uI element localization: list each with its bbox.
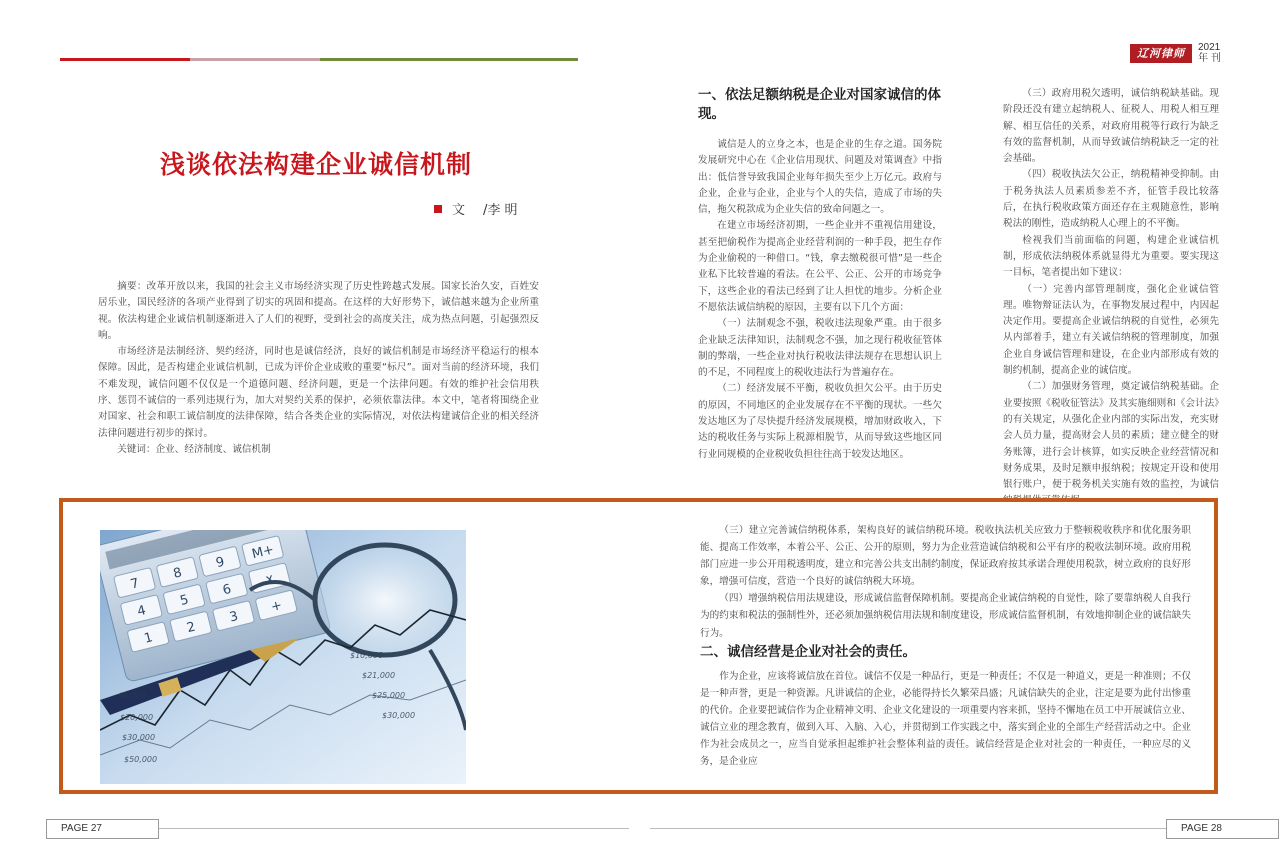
abstract-paragraph: 市场经济是法制经济、契约经济，同时也是诚信经济，良好的诚信机制是市场经济平稳运行的根本保障。因此，是否构建企业诚信机制，已成为评价企业成败的重要“标尺”。面对当前的经济环境，我们不难发现，诚信问题不仅仅是一个道德问题、经济问题，更是一个法律问题。有效的维护社会信用秩序、惩罚不诚信的一系列违规行为，加大对契约关系的保护，必须依靠法律。本文中，笔者将围绕企业对国家、社会和职工诚信制度的法律保障，结合各类企业的实际情况，对依法构建诚信企业的相关经济法律问题进行初步的探讨。 <box>98 346 539 439</box>
calc-key: x <box>264 571 276 588</box>
header-rule-red <box>60 58 190 61</box>
axis-label: $6,000 <box>118 691 146 700</box>
issue-year-number: 2021 <box>1198 42 1221 53</box>
finance-photo <box>100 530 466 784</box>
footer-rule-left <box>159 828 629 829</box>
body-paragraph: （二）加强财务管理，奠定诚信纳税基础。企业要按照《税收征管法》及其实施细则和《会计法》的有关规定，从强化企业内部的实际出发，充实财会人员力量，提高财会人员的素质；建立健全的财务账簿，进行会计核算，如实反映企业经营情况和财务成果，及时足额申报纳税；按规定开设和使用银行账户，便于税务机关实施有效的监控，为诚信 <box>1003 381 1219 491</box>
keywords: 关键词：企业、经济制度、诚信机制 <box>117 443 271 455</box>
header-rule-green <box>320 58 578 61</box>
abstract-paragraph: 摘要：改革开放以来，我国的社会主义市场经济实现了历史性跨越式发展。国家长治久安，百姓安居乐业，国民经济的各项产业得到了切实的巩固和提高。在这样的大好形势下，诚信越来越为企业所重视。依法构建企业诚信机制逐渐进入了人们的视野，受到社会的高度关注，成为热点问题，引起强烈反响。 <box>98 281 539 341</box>
issue-year <box>1198 42 1221 64</box>
page-number-right: PAGE 28 <box>1166 819 1279 839</box>
abstract <box>98 279 539 458</box>
page-number-left: PAGE 27 <box>46 819 159 839</box>
footer-rule-right <box>650 828 1166 829</box>
byline-square-icon <box>434 205 442 213</box>
header-rule-pink <box>190 58 320 61</box>
section-1-heading: 一、依法足额纳税是企业对国家诚信的体现。 <box>698 87 941 122</box>
body-paragraph: （一）完善内部管理制度，强化企业诚信管理。唯物辩证法认为，在事物发展过程中，内因起决定作用。要提高企业诚信纳税的自觉性，必须先从内部着手，建立有关诚信纳税的管理制度，加强企业自身诚信管理和建设，在企业内部形成有效的制约机制，提高企业的诚信度。 <box>1003 283 1219 377</box>
byline <box>434 199 518 218</box>
section-2-text <box>700 668 1191 771</box>
body-paragraph: （三）政府用税欠透明，诚信纳税缺基础。现阶段还没有建立起纳税人、征税人、用税人相互理解、相互信任的关系，对政府用税等行政行为缺乏有效的监督机制，从而导致诚信纳税缺乏一定的社会基础。 <box>1003 88 1219 165</box>
lower-upper-text <box>700 522 1191 642</box>
body-paragraph: 诚信是人的立身之本，也是企业的生存之道。国务院发展研究中心在《企业信用现状、问题及对策调查》中指出：低信誉导致我国企业每年损失至少上万亿元。政府与企业，企业与企业，企业与个人的失信，造成了市场的失信，拖欠税款成为企业失信的致命问题之一。 <box>698 139 942 216</box>
calc-key: 9 <box>214 554 227 572</box>
calc-key: 3 <box>228 608 240 626</box>
article-title: 浅谈依法构建企业诚信机制 <box>160 150 473 179</box>
body-paragraph: 检视我们当前面临的问题，构建企业诚信机制，形成依法纳税体系就显得尤为重要。要实现这一目标，笔者提出如下建议： <box>1003 234 1219 279</box>
finance-photo-illustration <box>100 530 466 784</box>
calc-key: 4 <box>135 603 148 620</box>
byline-author: /李 明 <box>483 203 518 218</box>
calc-key: 1 <box>142 630 155 647</box>
byline-prefix: 文 <box>452 203 466 218</box>
calc-key: 2 <box>185 619 198 637</box>
calc-key: + <box>269 597 284 616</box>
body-paragraph: （三）建立完善诚信纳税体系，架构良好的诚信纳税环境。税收执法机关应致力于整顿税收秩序和优化服务职能、提高工作效率，本着公平、公正、公开的原则，努力为企业营造诚信纳税和公平有序的税收法制环境。政府用税部门应进一步公开用税透明度，建立和完善公共支出制约制度，保证政府按其承诺合理使用税款，树立政府的良好形象，增强可信度，营造一个良好的诚信纳税大环境。 <box>700 525 1191 588</box>
issue-year-label: 年 刊 <box>1198 53 1221 64</box>
axis-label: $20,000 <box>120 713 154 722</box>
calc-key: 6 <box>221 581 233 599</box>
axis-label: $50,000 <box>124 755 158 764</box>
body-paragraph: （二）经济发展不平衡，税收负担欠公平。由于历史的原因，不同地区的企业发展存在不平衡的现状。一些欠发达地区为了尽快提升经济发展规模，增加财政收入，下达的税收任务与实际上税源相脱节，从而导致这些地区同行业同规模的企业税收负担往往高于较发达地区。 <box>698 383 942 460</box>
body-paragraph: 作为企业，应该将诚信放在首位。诚信不仅是一种品行，更是一种责任；不仅是一种道义，更是一种准则；不仅是一种声誉，更是一种资源。凡讲诚信的企业，必能得持长久繁荣昌盛；凡诚信缺失的企业，注定是要为此付出惨重的代价。企业要把诚信作为企业精神文明、企业文化建设的一项重要内容来抓，坚持不懈地在员工中开展诚信立业、诚信立业的理念教育，做到入耳、入脑、入心，并贯彻到工作实践之中，落实到企业的全部生产经营活动之中。企业作为社会成员之一，应当自觉承担起维护社会整体利益的责任。诚信经营是企业对社会的一种责任，一种应尽的义务，是企业应 <box>700 671 1191 768</box>
axis-label: $10,000 <box>350 651 384 660</box>
section-2-heading: 二、诚信经营是企业对社会的责任。 <box>700 644 916 660</box>
section-1-column-1 <box>698 137 942 463</box>
body-paragraph: （四）增强纳税信用法规建设，形成诚信监督保障机制。要提高企业诚信纳税的自觉性，除了要靠纳税人自我行为的约束和税法的强制性外，还必须加强纳税信用法规和制度建设，形成诚信监督机制，有效地抑制企业的诚信缺失行为。 <box>700 593 1191 639</box>
axis-label: $30,000 <box>122 733 156 742</box>
axis-label: $21,000 <box>362 671 396 680</box>
section-1-column-2 <box>1003 86 1219 510</box>
body-paragraph: （一）法制观念不强，税收违法现象严重。由于很多企业缺乏法律知识，法制观念不强，加之现行税收征管体制的弊端，一些企业对执行税收法律法规存在思想认识上的不足，不同程度上的税收违法行为普遍存在。 <box>698 318 942 379</box>
axis-label: $30,000 <box>382 711 416 720</box>
calc-key: 8 <box>171 565 184 582</box>
calc-key: M+ <box>250 542 276 563</box>
calc-key: 7 <box>129 575 141 593</box>
body-paragraph: 在建立市场经济初期，一些企业并不重视信用建设，甚至把偷税作为提高企业经营利润的一种手段，把生存作为企业偷税的一种借口。“钱，拿去缴税很可惜”是一些企业私下比较普遍的看法。在公平、公正、公开的市场竞争下，这些企业的看法已经到了让人担忧的地步。分析企业不愿依法诚信纳税的原因，主要有以下几个方面： <box>698 220 942 313</box>
body-paragraph: （四）税收执法欠公正，纳税精神受抑制。由于税务执法人员素质参差不齐，征管手段比较落后，在执行税收政策方面还存在主观随意性，影响税法的刚性，造成纳税人心理上的不平衡。 <box>1003 169 1219 230</box>
axis-label: $25,000 <box>372 691 406 700</box>
magazine-logo: 辽河律师 <box>1130 44 1192 63</box>
calc-key: 5 <box>178 592 191 609</box>
